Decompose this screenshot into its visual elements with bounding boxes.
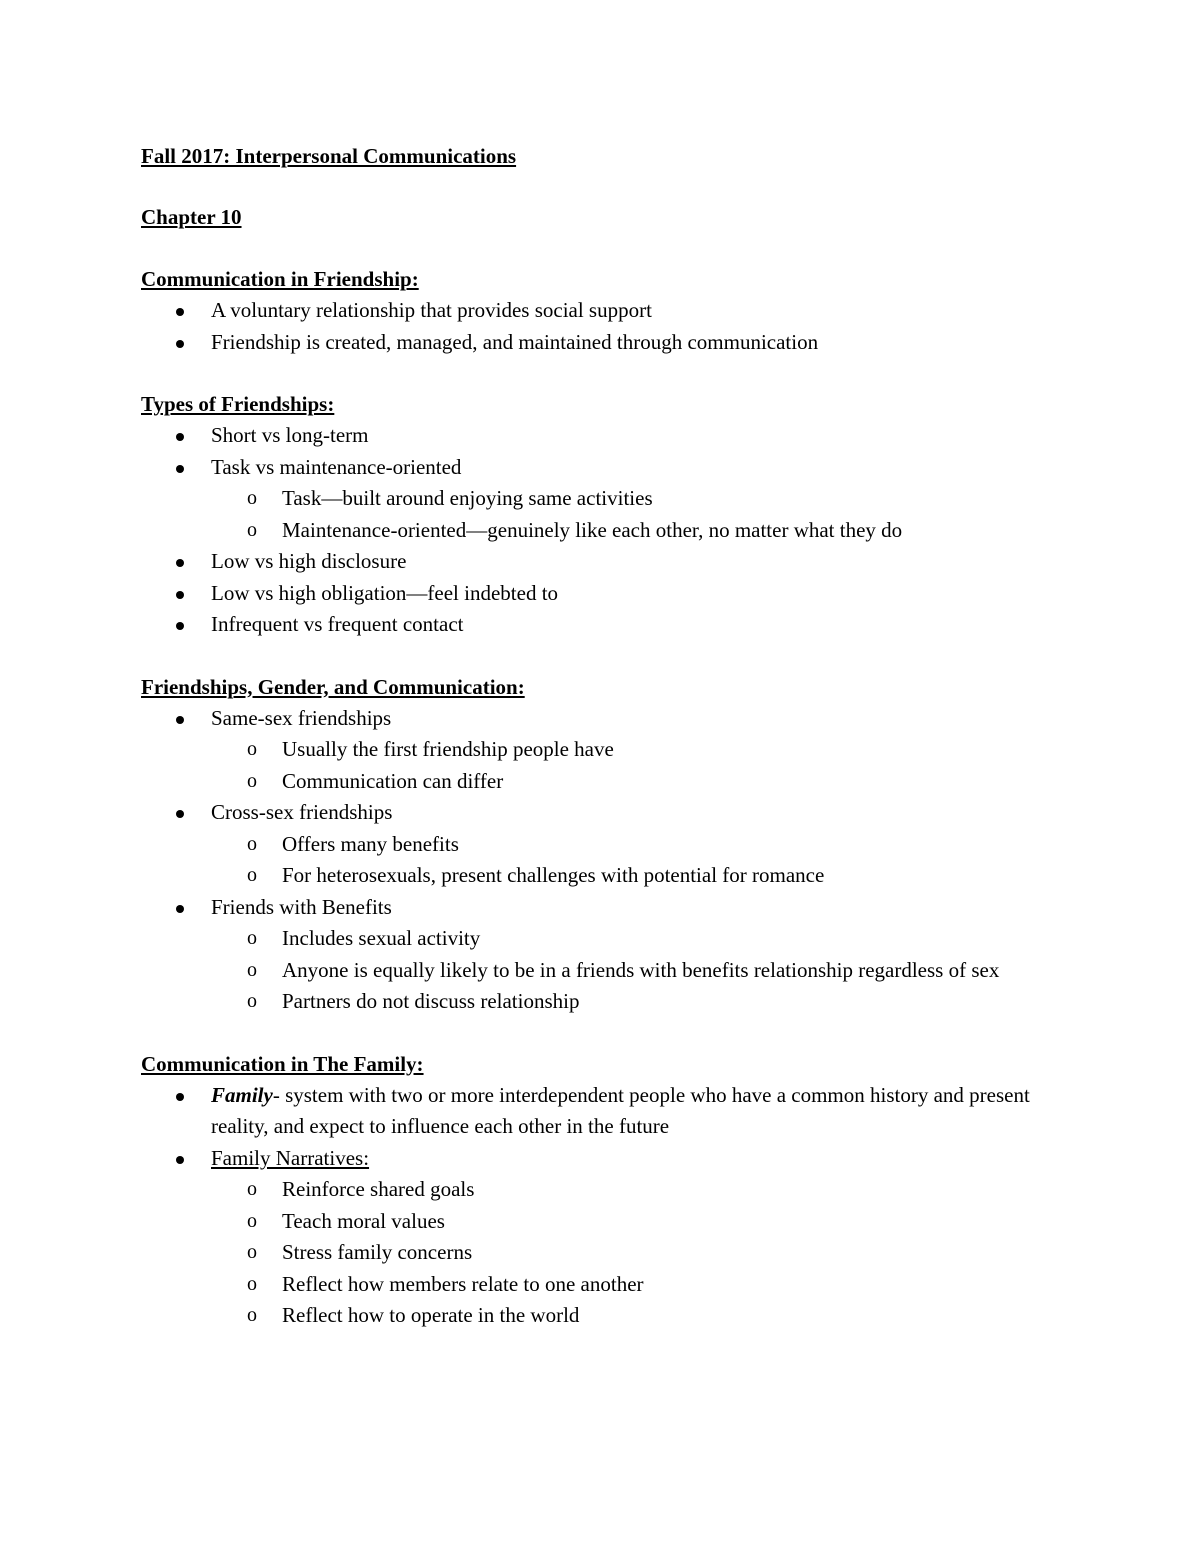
list-item — [141, 703, 1080, 798]
circle-bullet-icon: o — [247, 487, 257, 509]
circle-bullet-icon: o — [247, 738, 257, 760]
list-item-text: Same-sex friendships — [211, 705, 392, 730]
list-item-text: Low vs high disclosure — [211, 549, 407, 573]
section — [141, 1049, 1080, 1332]
sub-list-item-text: Task—built around enjoying same activities — [282, 486, 653, 510]
sub-list-item — [211, 1269, 1080, 1301]
list-item — [141, 1080, 1080, 1143]
sub-list-item — [211, 766, 1080, 798]
bullet-icon — [176, 1156, 184, 1164]
list-item — [141, 797, 1080, 892]
bullet-icon — [176, 308, 184, 316]
list-item — [141, 327, 1080, 359]
circle-bullet-icon: o — [247, 769, 257, 792]
list-item-text: Friends with Benefits — [211, 894, 392, 919]
bullet-icon — [176, 340, 184, 348]
sub-list-item — [211, 1174, 1080, 1206]
circle-bullet-icon: o — [247, 927, 257, 949]
bullet-icon — [176, 810, 184, 818]
circle-bullet-icon: o — [247, 958, 257, 981]
bullet-icon — [176, 1093, 184, 1101]
bullet-list — [141, 420, 1080, 641]
sub-list — [141, 734, 1080, 797]
circle-bullet-icon: o — [247, 1241, 257, 1263]
list-item-text: Short vs long-term — [211, 423, 369, 447]
bullet-icon — [176, 905, 184, 913]
circle-bullet-icon: o — [247, 1209, 257, 1232]
bullet-icon — [176, 433, 184, 441]
bullet-list — [141, 1080, 1080, 1332]
section-heading: Communication in Friendship: — [141, 267, 419, 291]
sub-list-item — [211, 1237, 1080, 1269]
list-item — [141, 295, 1080, 327]
sub-list-item — [211, 860, 1080, 892]
section — [141, 264, 1080, 358]
section-heading: Communication in The Family: — [141, 1051, 424, 1076]
defined-term: Family — [211, 1082, 273, 1107]
section — [141, 672, 1080, 1018]
section — [141, 389, 1080, 641]
sub-list-item-text: Offers many benefits — [282, 831, 459, 856]
sub-list — [141, 923, 1080, 1018]
bullet-icon — [176, 622, 184, 630]
list-item — [141, 1143, 1080, 1332]
sub-list-item-text: Reflect how to operate in the world — [282, 1303, 580, 1327]
circle-bullet-icon: o — [247, 1178, 257, 1200]
list-item-text: Friendship is created, managed, and maintained through communication — [211, 329, 819, 354]
sections-container — [141, 264, 1080, 1332]
sub-list-item-text: Usually the first friendship people have — [282, 737, 614, 761]
section-heading: Types of Friendships: — [141, 392, 335, 416]
circle-bullet-icon: o — [247, 1272, 257, 1295]
sub-list-item-text: For heterosexuals, present challenges with potential for romance — [282, 863, 825, 887]
sub-list-item-text: Includes sexual activity — [282, 926, 481, 950]
sub-list-item — [211, 986, 1080, 1018]
list-item-text: Family Narratives: — [211, 1145, 370, 1170]
sub-list-item — [211, 829, 1080, 861]
list-item — [141, 578, 1080, 610]
sub-list — [141, 829, 1080, 892]
circle-bullet-icon: o — [247, 1304, 257, 1326]
list-item-text: Low vs high obligation—feel indebted to — [211, 580, 559, 605]
sub-list-item — [211, 515, 1080, 547]
sub-list-item-text: Maintenance-oriented—genuinely like each other, no matter what they do — [282, 517, 903, 542]
sub-list-item — [211, 955, 1080, 987]
list-item — [141, 546, 1080, 578]
sub-list-item — [211, 734, 1080, 766]
sub-list-item-text: Reflect how members relate to one another — [282, 1271, 644, 1296]
sub-list-item — [211, 1206, 1080, 1238]
sub-list-item-text: Anyone is equally likely to be in a friends with benefits relationship regardless of sex — [282, 957, 1000, 982]
bullet-list — [141, 703, 1080, 1018]
bullet-icon — [176, 559, 184, 567]
list-item — [141, 892, 1080, 1018]
list-item-text: - system with two or more interdependent people who have a common history and present reality, and expect to influence each other in the future — [211, 1082, 1030, 1138]
sub-list-item — [211, 1300, 1080, 1332]
circle-bullet-icon: o — [247, 990, 257, 1012]
sub-list-item — [211, 923, 1080, 955]
bullet-icon — [176, 465, 184, 473]
chapter-title: Chapter 10 — [141, 205, 242, 229]
circle-bullet-icon: o — [247, 864, 257, 886]
list-item-text: Cross-sex friendships — [211, 800, 393, 824]
list-item — [141, 452, 1080, 547]
sub-list — [141, 483, 1080, 546]
sub-list-item-text: Reinforce shared goals — [282, 1177, 475, 1201]
section-heading: Friendships, Gender, and Communication: — [141, 674, 525, 699]
list-item — [141, 420, 1080, 452]
list-item-text: Infrequent vs frequent contact — [211, 612, 464, 636]
sub-list — [141, 1174, 1080, 1332]
circle-bullet-icon: o — [247, 832, 257, 855]
list-item — [141, 609, 1080, 641]
sub-list-item-text: Partners do not discuss relationship — [282, 989, 580, 1013]
document-title: Fall 2017: Interpersonal Communications — [141, 144, 517, 168]
bullet-icon — [176, 716, 184, 724]
circle-bullet-icon: o — [247, 518, 257, 541]
sub-list-item — [211, 483, 1080, 515]
bullet-list — [141, 295, 1080, 358]
list-item-text: Task vs maintenance-oriented — [211, 454, 462, 479]
sub-list-item-text: Stress family concerns — [282, 1240, 473, 1264]
sub-list-item-text: Teach moral values — [282, 1208, 445, 1233]
list-item-text: A voluntary relationship that provides social support — [211, 298, 652, 322]
bullet-icon — [176, 591, 184, 599]
sub-list-item-text: Communication can differ — [282, 768, 504, 793]
